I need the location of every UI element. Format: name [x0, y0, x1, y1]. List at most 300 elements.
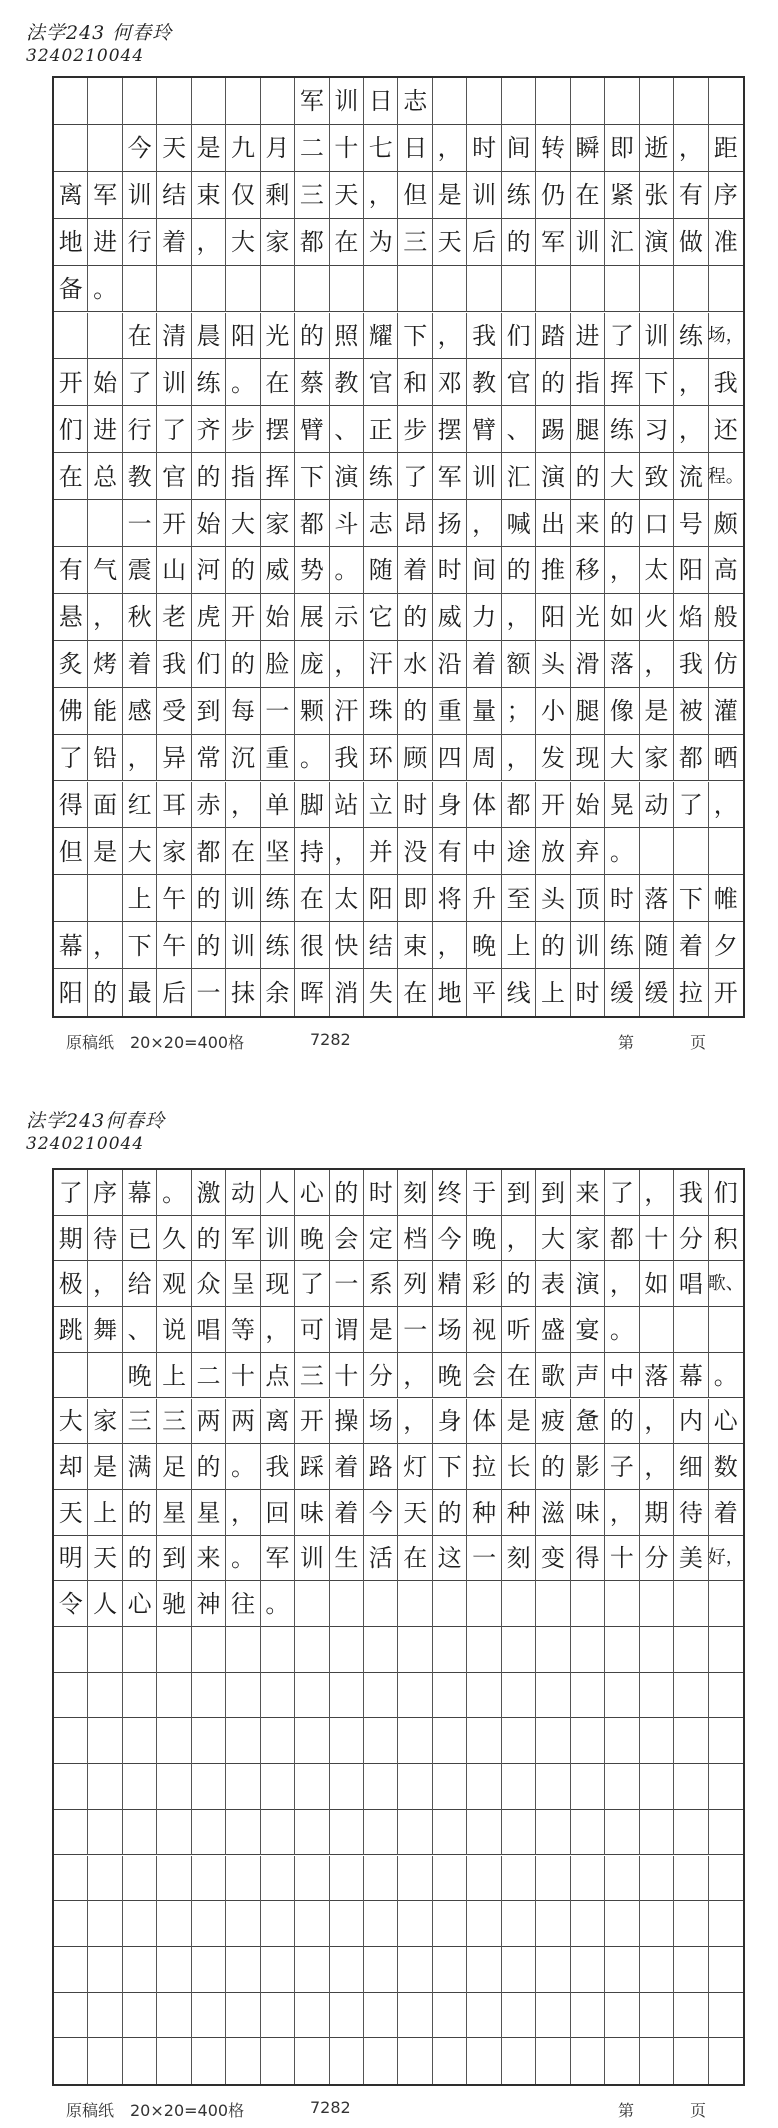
grid-cell: 太	[330, 875, 364, 922]
grid-cell: 在	[399, 969, 433, 1016]
grid-cell: 耀	[364, 313, 398, 360]
grid-row	[54, 875, 743, 922]
grid-cell: ，	[261, 1307, 295, 1353]
grid-cell: 开	[157, 500, 191, 547]
grid-cell: 重	[261, 735, 295, 782]
grid-cell	[399, 1673, 433, 1719]
grid-cell: 时	[571, 969, 605, 1016]
grid-cell: 给	[123, 1261, 157, 1307]
grid-cell	[330, 1581, 364, 1627]
grid-cell	[330, 1627, 364, 1673]
grid-cell	[261, 1673, 295, 1719]
grid-cell: 着	[713, 1498, 738, 1527]
grid-cell	[364, 1810, 398, 1856]
grid-row	[54, 1536, 743, 1582]
grid-cell: 开	[536, 782, 570, 829]
grid-cell	[88, 1764, 122, 1810]
grid-cell	[54, 1810, 88, 1856]
grid-cell: 生	[330, 1536, 364, 1582]
grid-cell: 山	[157, 547, 191, 594]
grid-cell: 我	[330, 735, 364, 782]
grid-cell: 宴	[571, 1307, 605, 1353]
grid-cell: ，	[640, 1170, 674, 1216]
grid-cell: 满	[123, 1444, 157, 1490]
grid-cell	[674, 78, 708, 125]
grid-cell	[536, 1947, 570, 1993]
grid-cell: ，	[399, 1399, 433, 1445]
grid-cell: 我	[713, 368, 738, 397]
grid-cell: 般	[713, 603, 738, 632]
grid-cell: 都	[674, 735, 708, 782]
grid-cell	[123, 1856, 157, 1902]
grid-cell: 红	[123, 782, 157, 829]
grid-cell: 发	[536, 735, 570, 782]
grid-cell: 的	[226, 547, 260, 594]
grid-cell: 力	[467, 594, 501, 641]
grid-cell: 。	[605, 1307, 639, 1353]
grid-cell	[157, 1901, 191, 1947]
grid-cell: 晚	[433, 1353, 467, 1399]
grid-cell: 精	[433, 1261, 467, 1307]
grid-cell: 滑	[571, 641, 605, 688]
grid-cell	[364, 2038, 398, 2084]
grid-cell	[709, 1856, 743, 1902]
grid-cell: 身	[433, 1399, 467, 1445]
grid-cell	[536, 2038, 570, 2084]
grid-cell	[674, 1581, 708, 1627]
grid-cell: 着	[157, 219, 191, 266]
grid-cell: 众	[192, 1261, 226, 1307]
grid-cell	[88, 500, 122, 547]
grid-cell	[364, 1581, 398, 1627]
grid-cell: 日	[364, 78, 398, 125]
grid-cell: 们	[54, 406, 88, 453]
grid-cell: 三	[123, 1399, 157, 1445]
grid-row	[54, 359, 743, 406]
grid-cell: 足	[157, 1444, 191, 1490]
grid-cell	[640, 1901, 674, 1947]
grid-cell: 到	[157, 1536, 191, 1582]
grid-cell: 步	[399, 406, 433, 453]
grid-cell: 感	[123, 688, 157, 735]
grid-cell: 佛	[54, 688, 88, 735]
grid-cell: 教	[467, 359, 501, 406]
grid-cell: 内	[674, 1399, 708, 1445]
grid-row	[54, 78, 743, 125]
grid-cell: ，	[330, 828, 364, 875]
grid-cell	[226, 266, 260, 313]
grid-cell: 在	[502, 1353, 536, 1399]
grid-cell: 的	[88, 969, 122, 1016]
grid-cell: 缓	[640, 969, 674, 1016]
grid-spec: 20×20=400格	[130, 1033, 245, 1052]
grid-cell: 影	[571, 1444, 605, 1490]
manuscript-grid	[52, 76, 745, 1018]
grid-cell	[433, 1581, 467, 1627]
grid-cell: 口	[640, 500, 674, 547]
grid-cell: 九	[226, 125, 260, 172]
grid-cell	[640, 1856, 674, 1902]
grid-cell	[54, 313, 88, 360]
grid-cell: 我	[674, 641, 708, 688]
grid-cell: 有	[433, 828, 467, 875]
grid-cell: 志	[399, 78, 433, 125]
grid-cell	[157, 1718, 191, 1764]
grid-cell: 是	[640, 688, 674, 735]
grid-cell: 的	[399, 594, 433, 641]
grid-cell: 训	[467, 453, 501, 500]
grid-cell	[536, 1856, 570, 1902]
grid-cell: 放	[536, 828, 570, 875]
grid-cell	[123, 1764, 157, 1810]
grid-cell	[433, 1673, 467, 1719]
grid-cell: 拉	[467, 1444, 501, 1490]
grid-cell	[192, 1947, 226, 1993]
grid-cell	[536, 1810, 570, 1856]
grid-row	[54, 219, 743, 266]
grid-cell: 线	[502, 969, 536, 1016]
grid-cell: 却	[54, 1444, 88, 1490]
grid-cell	[226, 1856, 260, 1902]
grid-cell: 消	[330, 969, 364, 1016]
grid-cell: 分	[674, 1216, 708, 1262]
grid-cell: 十	[330, 1353, 364, 1399]
grid-cell	[295, 1764, 329, 1810]
grid-cell: 脚	[295, 782, 329, 829]
grid-cell: 。	[226, 1536, 260, 1582]
grid-cell	[709, 1673, 743, 1719]
grid-cell: 七	[364, 125, 398, 172]
grid-cell	[709, 266, 743, 313]
grid-cell	[192, 1718, 226, 1764]
grid-cell: ，	[364, 172, 398, 219]
grid-cell: 有	[674, 172, 708, 219]
grid-cell: 人	[88, 1581, 122, 1627]
grid-cell: 臂	[467, 406, 501, 453]
grid-cell: 推	[536, 547, 570, 594]
grid-cell: 演	[571, 1261, 605, 1307]
grid-cell	[433, 1764, 467, 1810]
grid-cell: 二	[192, 1353, 226, 1399]
grid-cell: 大	[605, 453, 639, 500]
grid-row	[54, 1261, 743, 1307]
grid-cell	[640, 1627, 674, 1673]
grid-cell: 斗	[330, 500, 364, 547]
grid-cell: 为	[364, 219, 398, 266]
grid-cell: 被	[674, 688, 708, 735]
grid-cell: 歌	[536, 1353, 570, 1399]
grid-cell	[123, 1810, 157, 1856]
grid-cell: 虎	[192, 594, 226, 641]
grid-cell	[123, 1901, 157, 1947]
grid-row	[54, 1810, 743, 1856]
grid-cell	[157, 1673, 191, 1719]
grid-cell: 后	[467, 219, 501, 266]
grid-cell: 额	[502, 641, 536, 688]
grid-cell	[192, 1901, 226, 1947]
grid-cell	[571, 1901, 605, 1947]
grid-cell: 待	[674, 1490, 708, 1536]
grid-cell	[399, 1810, 433, 1856]
grid-cell: 下	[295, 453, 329, 500]
grid-cell: 十	[330, 125, 364, 172]
grid-cell: 顶	[571, 875, 605, 922]
grid-cell	[88, 2038, 122, 2084]
grid-cell: 天	[88, 1536, 122, 1582]
grid-cell: 始	[192, 500, 226, 547]
grid-cell	[433, 1718, 467, 1764]
grid-cell	[88, 1901, 122, 1947]
grid-cell: 清	[157, 313, 191, 360]
grid-cell: 一	[467, 1536, 501, 1582]
grid-cell: 在	[54, 453, 88, 500]
grid-cell	[605, 1764, 639, 1810]
grid-cell	[640, 78, 674, 125]
grid-cell: 跳	[54, 1307, 88, 1353]
grid-cell: 观	[157, 1261, 191, 1307]
grid-cell: ，	[433, 922, 467, 969]
grid-cell	[467, 1718, 501, 1764]
grid-cell	[330, 1764, 364, 1810]
grid-cell: 极	[54, 1261, 88, 1307]
grid-cell: 们	[502, 313, 536, 360]
grid-cell: 束	[192, 172, 226, 219]
grid-cell	[399, 1856, 433, 1902]
grid-cell: 的	[192, 453, 226, 500]
grid-cell	[640, 1764, 674, 1810]
grid-cell: 紧	[605, 172, 639, 219]
grid-cell: 正	[364, 406, 398, 453]
grid-cell	[467, 1810, 501, 1856]
grid-cell: 分	[364, 1353, 398, 1399]
grid-cell: 进	[571, 313, 605, 360]
grid-cell: 幕	[123, 1170, 157, 1216]
grid-cell	[605, 266, 639, 313]
grid-cell: 的	[571, 453, 605, 500]
grid-cell: 呈	[226, 1261, 260, 1307]
grid-cell	[261, 2038, 295, 2084]
grid-cell: ，	[674, 359, 708, 406]
grid-cell: 的	[123, 1490, 157, 1536]
grid-cell: 序	[713, 181, 738, 210]
grid-cell: 来	[571, 500, 605, 547]
grid-cell: 是	[88, 1444, 122, 1490]
grid-cell	[157, 1627, 191, 1673]
grid-cell: 至	[502, 875, 536, 922]
grid-cell	[364, 1947, 398, 1993]
grid-cell	[502, 2038, 536, 2084]
grid-cell: 练	[261, 922, 295, 969]
grid-cell: 了	[123, 359, 157, 406]
grid-cell	[467, 1947, 501, 1993]
grid-cell: 一	[123, 500, 157, 547]
grid-cell: 很	[295, 922, 329, 969]
grid-cell	[226, 1810, 260, 1856]
grid-cell	[571, 1627, 605, 1673]
grid-cell: 体	[467, 1399, 501, 1445]
grid-cell: 面	[88, 782, 122, 829]
grid-row	[54, 1627, 743, 1673]
grid-cell	[709, 1718, 743, 1764]
grid-cell: 分	[640, 1536, 674, 1582]
grid-cell: 沿	[433, 641, 467, 688]
grid-cell: 军	[433, 453, 467, 500]
grid-cell: 十	[640, 1216, 674, 1262]
grid-cell: 随	[364, 547, 398, 594]
grid-cell: 结	[364, 922, 398, 969]
grid-cell: 落	[605, 641, 639, 688]
grid-cell: 环	[364, 735, 398, 782]
grid-cell: 了	[399, 453, 433, 500]
grid-cell: 悬	[54, 594, 88, 641]
grid-cell: 到	[192, 688, 226, 735]
grid-cell	[571, 1856, 605, 1902]
grid-cell: 致	[640, 453, 674, 500]
grid-cell: 进	[88, 406, 122, 453]
grid-cell: 时	[399, 782, 433, 829]
grid-cell: 一	[330, 1261, 364, 1307]
grid-cell: 始	[571, 782, 605, 829]
grid-cell	[467, 1627, 501, 1673]
grid-cell: 两	[192, 1399, 226, 1445]
grid-cell: 离	[261, 1399, 295, 1445]
grid-cell: 是	[433, 172, 467, 219]
grid-cell	[88, 1810, 122, 1856]
grid-cell: 的	[536, 922, 570, 969]
grid-cell	[467, 1581, 501, 1627]
grid-cell	[157, 78, 191, 125]
grid-cell: 天	[157, 125, 191, 172]
grid-cell	[330, 2038, 364, 2084]
grid-cell: 踢	[536, 406, 570, 453]
grid-cell: 。	[261, 1581, 295, 1627]
grid-cell: 声	[571, 1353, 605, 1399]
grid-cell: 受	[157, 688, 191, 735]
grid-cell: 军	[536, 219, 570, 266]
grid-cell	[192, 1856, 226, 1902]
grid-cell: 习	[640, 406, 674, 453]
grid-cell: 说	[157, 1307, 191, 1353]
grid-cell	[123, 1673, 157, 1719]
grid-cell	[571, 1993, 605, 2039]
grid-cell: 久	[157, 1216, 191, 1262]
grid-cell	[399, 1627, 433, 1673]
grid-cell	[261, 1627, 295, 1673]
grid-cell: 训	[261, 1216, 295, 1262]
grid-cell	[536, 1764, 570, 1810]
grid-cell	[364, 1901, 398, 1947]
grid-cell	[709, 1993, 743, 2039]
grid-cell: 今	[433, 1216, 467, 1262]
grid-cell	[261, 1993, 295, 2039]
grid-cell: 好，	[707, 1547, 744, 1569]
grid-cell: 光	[571, 594, 605, 641]
grid-cell: ，	[605, 1490, 639, 1536]
grid-cell: 训	[330, 78, 364, 125]
grid-cell: 唱	[674, 1261, 708, 1307]
grid-cell: 。	[330, 547, 364, 594]
grid-cell	[192, 78, 226, 125]
grid-cell: 、	[123, 1307, 157, 1353]
grid-cell	[502, 1718, 536, 1764]
grid-cell: 转	[536, 125, 570, 172]
grid-cell: 剩	[261, 172, 295, 219]
grid-cell	[674, 1947, 708, 1993]
grid-cell: ，	[226, 782, 260, 829]
grid-cell	[123, 2038, 157, 2084]
grid-cell: 点	[261, 1353, 295, 1399]
grid-cell: 家	[261, 500, 295, 547]
grid-cell	[226, 1764, 260, 1810]
grid-cell: 数	[713, 1453, 738, 1482]
grid-cell	[640, 1718, 674, 1764]
grid-cell: 三	[399, 219, 433, 266]
grid-cell: ，	[330, 641, 364, 688]
grid-cell	[605, 1947, 639, 1993]
grid-cell: 彩	[467, 1261, 501, 1307]
grid-cell: 志	[364, 500, 398, 547]
grid-cell: 心	[295, 1170, 329, 1216]
grid-cell: 期	[54, 1216, 88, 1262]
grid-cell: 体	[467, 782, 501, 829]
grid-cell	[261, 1718, 295, 1764]
grid-cell: 即	[399, 875, 433, 922]
grid-row	[54, 1718, 743, 1764]
paper-label: 原稿纸	[66, 2101, 115, 2120]
grid-cell: 行	[123, 219, 157, 266]
grid-cell: 教	[123, 453, 157, 500]
grid-cell: 步	[226, 406, 260, 453]
grid-cell	[54, 1353, 88, 1399]
grid-cell	[192, 2038, 226, 2084]
grid-cell	[571, 1581, 605, 1627]
grid-cell: 的	[433, 1490, 467, 1536]
grid-cell	[674, 1673, 708, 1719]
grid-cell: 的	[536, 359, 570, 406]
grid-cell: 老	[157, 594, 191, 641]
grid-cell: 在	[571, 172, 605, 219]
grid-cell: 两	[226, 1399, 260, 1445]
grid-cell: 的	[502, 1261, 536, 1307]
grid-cell: ，	[674, 406, 708, 453]
grid-cell	[536, 266, 570, 313]
grid-cell: ，	[605, 547, 639, 594]
grid-cell: 疲	[536, 1399, 570, 1445]
grid-cell: 家	[571, 1216, 605, 1262]
grid-cell: 的	[502, 219, 536, 266]
grid-cell: 并	[364, 828, 398, 875]
grid-cell	[54, 1901, 88, 1947]
grid-cell: 听	[502, 1307, 536, 1353]
grid-cell	[88, 1353, 122, 1399]
grid-cell: 子	[605, 1444, 639, 1490]
grid-row	[54, 1993, 743, 2039]
grid-cell	[467, 266, 501, 313]
grid-row	[54, 1444, 743, 1490]
page-label-right: 页	[690, 2101, 707, 2120]
grid-cell: 水	[399, 641, 433, 688]
grid-cell: 时	[605, 875, 639, 922]
grid-cell	[536, 1718, 570, 1764]
grid-cell	[536, 1581, 570, 1627]
grid-cell: 官	[502, 359, 536, 406]
grid-cell	[399, 1581, 433, 1627]
grid-cell: 逝	[640, 125, 674, 172]
grid-cell: 一	[261, 688, 295, 735]
grid-cell	[502, 1993, 536, 2039]
grid-cell: 如	[605, 594, 639, 641]
grid-cell: 间	[467, 547, 501, 594]
